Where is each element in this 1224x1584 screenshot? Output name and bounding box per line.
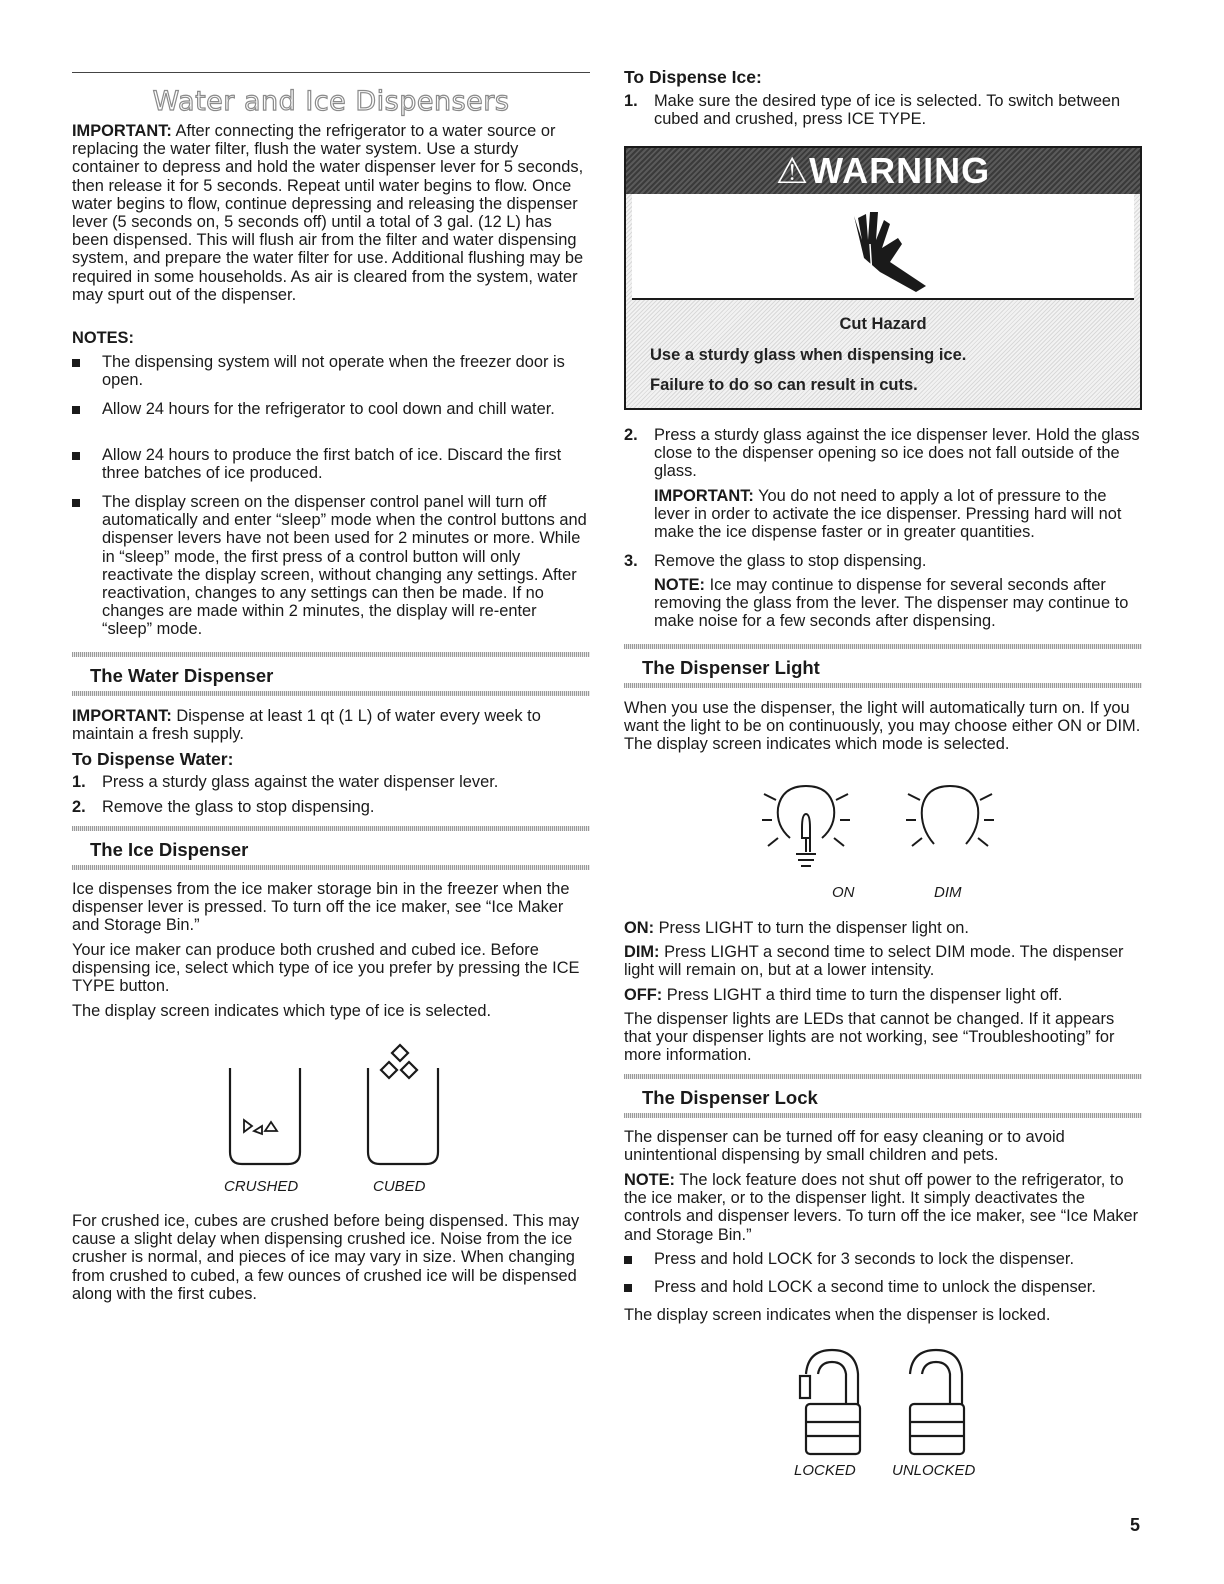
water-subheading: To Dispense Water:: [72, 749, 234, 769]
ice-step2-important: IMPORTANT: You do not need to apply a lot of pressure to the lever in order to activate the ice dispenser. Pressing hard will not make the ice dispense faster or in greater quantities.: [654, 487, 1122, 542]
water-step: 1. Press a sturdy glass against the water dispenser lever.: [72, 773, 499, 791]
ice-type-icons: [222, 1040, 452, 1170]
page-number: 5: [1130, 1515, 1141, 1535]
lock-icons: [794, 1344, 984, 1456]
light-on-icon: [762, 786, 850, 866]
ice-paragraph-4: For crushed ice, cubes are crushed before being dispensed. This may cause a slight delay when dispensing crushed ice. Noise from the ice crusher is normal, and pieces of ice may vary in size. When changing from crushed to cubed, a few ounces of crushed ice will be dispensed along with the first cubes.: [72, 1212, 580, 1303]
warning-box: [624, 146, 1142, 410]
light-off-text: OFF: Press LIGHT a third time to turn the dispenser light off.: [624, 986, 1063, 1004]
bullet-icon: [72, 406, 80, 414]
lock-bullet: Press and hold LOCK for 3 seconds to lock the dispenser.: [624, 1250, 1142, 1268]
caption-dim: DIM: [934, 884, 962, 901]
page-title: Water and Ice Dispensers: [152, 86, 510, 117]
light-mode-icons: [760, 776, 1020, 876]
light-dim-text: DIM: Press LIGHT a second time to select DIM mode. The dispenser light will remain on, but at a lower intensity.: [624, 943, 1124, 980]
water-dispenser-heading: The Water Dispenser: [72, 652, 590, 702]
unlocked-icon: [910, 1350, 964, 1454]
lock-bullet: Press and hold LOCK a second time to unlock the dispenser.: [624, 1278, 1142, 1296]
caption-unlocked: UNLOCKED: [892, 1462, 976, 1479]
crushed-ice-icon: [230, 1068, 300, 1164]
bullet-icon: [72, 499, 80, 507]
dispense-ice-heading: To Dispense Ice:: [624, 67, 762, 87]
light-paragraph-2: The dispenser lights are LEDs that cannot be changed. If it appears that your dispenser lights are not working, see “Troubleshooting” for more information.: [624, 1010, 1115, 1065]
ice-dispenser-heading: The Ice Dispenser: [72, 826, 590, 876]
light-paragraph-1: When you use the dispenser, the light will automatically turn on. If you want the light to be on continuously, you may choose either ON or DIM. The display screen indicates which mode is selected.: [624, 699, 1141, 754]
notes-label: NOTES:: [72, 329, 134, 347]
lock-paragraph-1: The dispenser can be turned off for easy cleaning or to avoid unintentional dispensing by small children and pets.: [624, 1128, 1065, 1165]
light-dim-icon: [906, 786, 994, 846]
intro-important: IMPORTANT: After connecting the refrigerator to a water source or replacing the water filter, flush the water system. Use a sturdy container to depress and hold the water dispenser lever for 5 seconds, then release it for 5 seconds. Repeat until water begins to flow. Once water begins to flow, continue depressing and releasing the dispenser lever (5 seconds on, 5 seconds off) until a total of 3 gal. (12 L) has been dispensed. This will flush air from the filter and water dispensing system, and prepare the water filter for use. Additional flushing may be required in some households. As air is cleared from the system, water may spurt out of the dispenser.: [72, 122, 584, 304]
ice-step: 2. Press a sturdy glass against the ice dispenser lever. Hold the glass close to the dispenser opening so ice does not fall outside of the glass.: [624, 426, 1140, 481]
ice-step: 3. Remove the glass to stop dispensing.: [624, 552, 927, 570]
ice-step3-note: NOTE: Ice may continue to dispense for several seconds after removing the glass from the lever. The dispenser may continue to make noise for a few seconds after dispensing.: [654, 576, 1129, 631]
ice-paragraph-1: Ice dispenses from the ice maker storage bin in the freezer when the dispenser lever is pressed. To turn off the ice maker, see “Ice Maker and Storage Bin.”: [72, 880, 570, 935]
note-item: Allow 24 hours for the refrigerator to cool down and chill water.: [72, 400, 590, 418]
note-item: The display screen on the dispenser control panel will turn off automatically and enter “sleep” mode when the control buttons and dispenser levers have not been used for 2 minutes or more. While in “sleep” mode, the first press of a control button will only reactivate the display screen, without changing any settings. After reactivation, changes to any settings can then be made. If no changes are made within 2 minutes, the display will re-enter “sleep” mode.: [72, 493, 590, 639]
cubed-ice-icon: [368, 1045, 438, 1164]
cut-hand-icon: [842, 200, 932, 292]
dispenser-lock-heading: The Dispenser Lock: [624, 1074, 1142, 1124]
bullet-icon: [72, 452, 80, 460]
bullet-icon: [72, 359, 80, 367]
lock-note: NOTE: The lock feature does not shut off power to the refrigerator, to the ice maker, or to the dispenser light. It simply deactivates the controls and dispenser levers. To turn off the ice maker, see “Ice Maker and Storage Bin.”: [624, 1171, 1139, 1244]
warning-hazard: Cut Hazard: [839, 315, 927, 333]
top-rule: [72, 72, 590, 73]
dispenser-light-heading: The Dispenser Light: [624, 644, 1142, 694]
caption-cubed: CUBED: [373, 1178, 426, 1195]
note-item: The dispensing system will not operate when the freezer door is open.: [72, 353, 590, 389]
lock-paragraph-2: The display screen indicates when the dispenser is locked.: [624, 1306, 1051, 1324]
note-item: Allow 24 hours to produce the first batch of ice. Discard the first three batches of ice produced.: [72, 446, 590, 482]
light-on-text: ON: Press LIGHT to turn the dispenser light on.: [624, 919, 969, 937]
caption-on: ON: [832, 884, 855, 901]
water-step: 2. Remove the glass to stop dispensing.: [72, 798, 375, 816]
warning-header: ⚠WARNING: [626, 148, 1140, 194]
ice-paragraph-3: The display screen indicates which type of ice is selected.: [72, 1002, 492, 1020]
locked-icon: [800, 1350, 860, 1454]
caption-crushed: CRUSHED: [224, 1178, 299, 1195]
ice-step: 1. Make sure the desired type of ice is selected. To switch between cubed and crushed, press ICE TYPE.: [624, 92, 1121, 129]
water-important: IMPORTANT: Dispense at least 1 qt (1 L) of water every week to maintain a fresh supply.: [72, 707, 541, 744]
ice-paragraph-2: Your ice maker can produce both crushed and cubed ice. Before dispensing ice, select which type of ice you prefer by pressing the ICE TYPE button.: [72, 941, 580, 996]
bullet-icon: [624, 1256, 632, 1264]
bullet-icon: [624, 1284, 632, 1292]
warning-line-1: Use a sturdy glass when dispensing ice.: [650, 346, 967, 364]
warning-triangle-icon: ⚠: [775, 150, 810, 191]
caption-locked: LOCKED: [794, 1462, 856, 1479]
warning-line-2: Failure to do so can result in cuts.: [650, 376, 918, 394]
